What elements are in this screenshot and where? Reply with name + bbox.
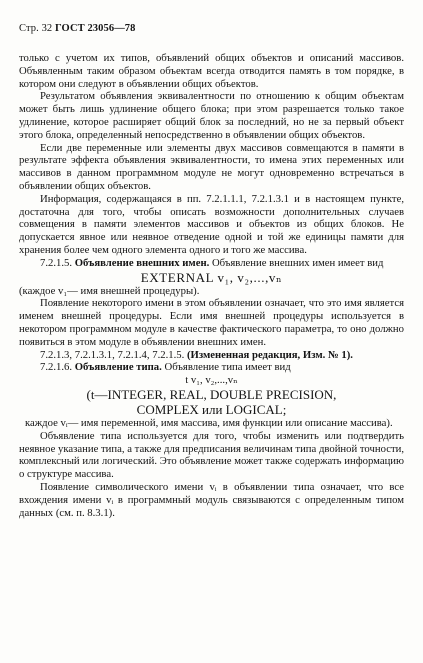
amendment-label: (Измененная редакция, Изм. № 1). [186,348,353,361]
amendment-refs: 7.2.1.3, 7.2.1.3.1, 7.2.1.4, 7.2.1.5. [40,348,185,361]
paragraph: Появление символического имени vᵢ в объявлении типа означает, что все вхождения имени vᵢ в программный модуль связываются с определенным типом данных (см. п. 8.3.1). [19,480,404,519]
paragraph: Появление некоторого имени в этом объявлении означает, что это имя является именем внешней процедуры. Если имя внешней процедуры используется в некотором программном модуле в качестве фактического параметра, то оно должно появиться в этом модуле в объявлении внешних имен. [19,297,404,348]
section-number: 7.2.1.5. [40,256,73,269]
paragraph: Результатом объявления эквивалентности по отношению к общим объектам может быть лишь удлинение общего блока; при этом разрешается только такое удлинение, которое расширяет общий блок за последний, но не за первый объект этого блока, определенный непосредственно в объявлении общих объектов. [19,90,404,141]
body-text [19,52,404,519]
formula-note: каждое vᵢ— имя переменной, имя массива, имя функции или описание массива). [25,416,393,429]
paragraph: Если две переменные или элементы двух массивов совмещаются в памяти в результате эффекта объявления эквивалентности, то имена этих переменных или массивов в данном программном модуле не могут одновременно встречаться в объявлении общих объектов. [19,141,404,192]
section-number: 7.2.1.6. [40,361,73,374]
section-7-2-1-5 [19,257,404,270]
standard-code: ГОСТ 23056—78 [55,23,136,34]
paragraph: Информация, содержащаяся в пп. 7.2.1.1.1, 7.2.1.3.1 и в настоящем пункте, достаточна для того, чтобы описать возможности дополнительных случаев совмещения в памяти элементов массивов и объектов из общих блоков. Не допускается явное или неявное отведение одной и той же единицы памяти для хранения более чем одного элемента одного и того же массива. [19,192,404,256]
page-header [19,23,136,34]
formula-type-line: (t—INTEGER, REAL, DOUBLE PRECISION, [86,386,337,402]
section-7-2-1-6 [19,361,404,374]
section-title: Объявление типа. [74,361,162,374]
section-title: Объявление внешних имен. [74,256,210,269]
formula-type-line: COMPLEX или LOGICAL; [136,401,287,417]
paragraph: Объявление типа используется для того, чтобы изменить или подтвердить неявное указание типа, а также для предписания величинам типа двойной точности, комплексный или логический. Это объявление может также содержать информацию о структуре массива. [19,429,404,481]
formula-type: t v₁, v₂,...,vₙ [185,374,238,387]
formula-note: (каждое v₁— имя внешней процедуры). [19,284,200,297]
section-text: Объявление типа имеет вид [164,361,291,374]
page-number: Стр. 32 [19,23,53,34]
amendment-note [19,349,404,362]
formula-external: EXTERNAL v₁, v₂,...,vₙ [140,269,283,285]
section-text: Объявление внешних имен имеет вид [211,256,384,269]
paragraph: только с учетом их типов, объявлений общих объектов и описаний массивов. Объявленным таким образом объектам всегда отводится память в том порядке, в котором они следуют в объявлении общих объектов. [19,52,404,90]
